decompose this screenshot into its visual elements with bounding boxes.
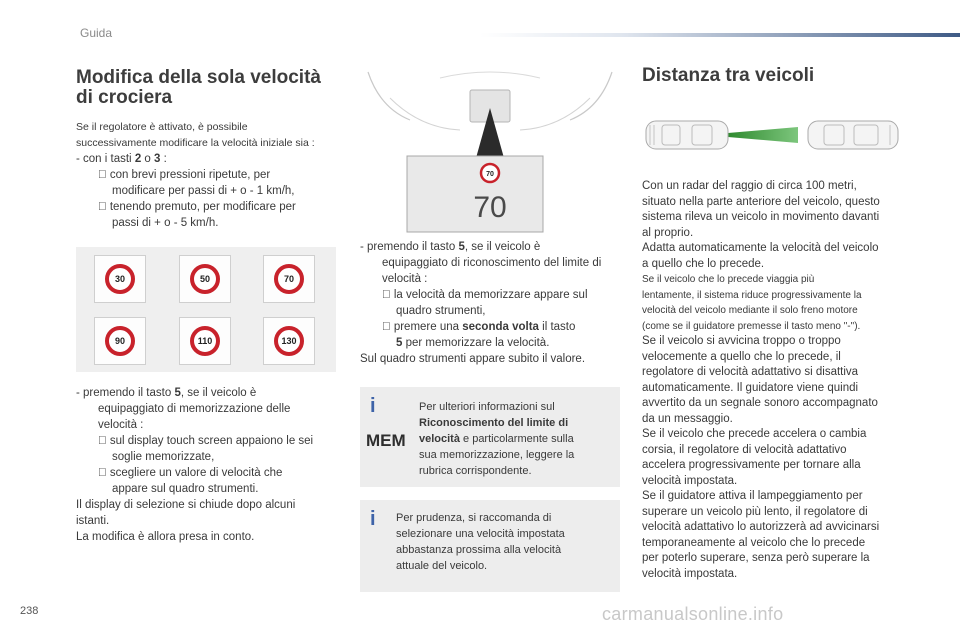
info-link-bold-2: velocità (419, 433, 460, 445)
body-line: Se il guidatore attiva il lampeggiamento per (642, 490, 863, 502)
press-post: , se il veicolo è (180, 387, 257, 399)
body-line: Se il veicolo che precede accelera o cambia (642, 428, 867, 440)
speed-sign-icon: 90 (105, 326, 135, 356)
info-link-bold: Riconoscimento del limite di (419, 417, 569, 429)
end-line-2: istanti. (76, 515, 110, 527)
key-3: 3 (154, 153, 161, 165)
speed-sign-icon: 70 (274, 264, 304, 294)
body-line: avvertito da un segnale sonoro accompagnato (642, 397, 878, 409)
bullet-press-again-cont (360, 335, 622, 351)
press-again-pre: premere una (382, 321, 451, 333)
info-line-5: rubrica corrispondente. (419, 465, 532, 477)
bullet-short-press: con brevi pressioni ripetute, per (98, 169, 259, 181)
own-car-icon (646, 121, 728, 149)
press-again-bold: seconda volta (450, 321, 528, 333)
bullet-speed-appears-cont: quadro strumenti, (396, 305, 486, 317)
caution-line-3: abbastanza prossima alla velocità (396, 544, 562, 556)
intro-line-2: successivamente modificare la velocità iniziale sia : (76, 137, 315, 149)
press-line-2: equipaggiato di memorizzazione delle (98, 403, 291, 415)
body-line: velocità adattativo lo autorizzerà ad avvicinarsi (642, 521, 880, 533)
sign-card (263, 255, 315, 303)
press-post: , se il veicolo è (464, 241, 541, 253)
caution-line-2: selezionare una velocità impostata (396, 528, 565, 540)
bullet-touchscreen: sul display touch screen appaiono le sei (98, 435, 302, 447)
bullet-press-again (360, 319, 622, 335)
recognition-instructions (360, 239, 622, 367)
keys-post: : (160, 153, 167, 165)
body-line: velocità impostata. (642, 567, 738, 580)
end-line-3: La modifica è allora presa in conto. (76, 531, 255, 543)
keys-mid: o (141, 153, 155, 165)
end-line-1: Il display di selezione si chiude dopo alcuni (76, 499, 296, 511)
key-5: 5 (458, 241, 465, 253)
instrument-cluster-illustration (360, 68, 620, 233)
speed-sign-icon: 110 (190, 326, 220, 356)
intro-text (76, 119, 346, 151)
distance-title: Distanza tra veicoli (642, 65, 815, 86)
info-icon: i (370, 508, 376, 530)
running-title: Guida (80, 26, 113, 40)
keys-pre: - con i tasti (76, 153, 135, 165)
press-pre: - premendo il tasto (360, 241, 459, 253)
sign-card (94, 255, 146, 303)
info-box-memorisation (360, 387, 620, 487)
press-5-item (76, 385, 346, 401)
speed-sign-icon: 130 (274, 326, 304, 356)
body-line: per poterlo superare, senza però superare la (642, 552, 870, 564)
info-line-2 (419, 415, 619, 431)
press-line-3: velocità : (98, 419, 144, 431)
press-5-item (360, 239, 622, 255)
section-title-distance (642, 66, 942, 86)
body-line: superare un veicolo più lento, il regolatore di (642, 505, 868, 518)
touchscreen-instructions (76, 385, 346, 545)
press-line-2: equipaggiato di riconoscimento del limite di (382, 257, 602, 269)
info-line-1: Per ulteriori informazioni sul (419, 401, 555, 413)
press-again-post: il tasto (527, 321, 564, 333)
info-line-3 (419, 431, 619, 447)
press-pre: - premendo il tasto (76, 387, 175, 399)
radar-distance-illustration (640, 115, 902, 155)
bullet-short-press-cont: modificare per passi di + o - 1 km/h, (112, 185, 295, 197)
sign-card (179, 317, 231, 365)
distance-body (642, 179, 942, 582)
caution-line-1: Per prudenza, si raccomanda di (396, 512, 552, 524)
caution-text (396, 510, 616, 574)
press-line-3: velocità : (382, 273, 428, 285)
section-title-cruise-speed (76, 68, 356, 108)
sign-card (94, 317, 146, 365)
bullet-touchscreen-cont: soglie memorizzate, (112, 451, 215, 463)
body-small-line: lentamente, il sistema riduce progressivamente la (642, 289, 862, 301)
body-line: Con un radar del raggio di circa 100 metri, (642, 180, 857, 192)
body-line: regolatore di velocità adattativo si disattiva (642, 366, 859, 378)
keys-list (76, 151, 346, 231)
header-bar (480, 33, 960, 37)
body-line: velocemente a quello che lo precede, il (642, 350, 841, 363)
bullet-long-press: tenendo premuto, per modificare per (98, 201, 285, 213)
body-small-line: Se il veicolo che lo precede viaggia più (642, 274, 815, 285)
info-box-caution (360, 500, 620, 592)
sign-card (179, 255, 231, 303)
body-small-line: velocità del veicolo mediante il solo freno motore (642, 305, 858, 316)
cluster-speed-value: 70 (473, 191, 507, 224)
body-line: automaticamente. Il guidatore viene quindi (642, 381, 859, 394)
press-again-cont-text: per memorizzare la velocità. (402, 337, 550, 349)
speed-sign-icon: 30 (105, 264, 135, 294)
cluster-sign-value: 70 (486, 171, 494, 178)
vehicle-ahead-icon (808, 121, 898, 149)
body-line: corsia, il regolatore di velocità adattativo (642, 443, 847, 456)
bullet-choose-value-cont: appare sul quadro strumenti. (112, 483, 259, 495)
key-2: 2 (134, 153, 142, 165)
keys-item (76, 151, 346, 167)
body-line: a quello che lo precede. (642, 257, 765, 270)
speed-signs-panel (76, 247, 336, 372)
title-line-1: Modifica della sola velocità (76, 67, 321, 88)
info-line-3-post: e particolarmente sulla (459, 433, 574, 445)
bullet-choose-value: scegliere un valore di velocità che (98, 467, 271, 479)
info-icon: i (370, 395, 376, 417)
info-text (419, 399, 619, 479)
body-line: Se il veicolo si avvicina troppo o troppo (642, 335, 841, 347)
body-line: Adatta automaticamente la velocità del veicolo (642, 242, 879, 254)
body-line: sistema rileva un veicolo in movimento davanti (642, 211, 880, 223)
body-line: situato nella parte anteriore del veicolo, questo (642, 195, 880, 208)
body-line: accelera progressivamente per tornare alla (642, 459, 861, 471)
bullet-long-press-cont: passi di + o - 5 km/h. (112, 217, 219, 229)
body-line: velocità impostata. (642, 474, 738, 487)
body-line: temporaneamente al veicolo che lo precede (642, 536, 866, 549)
bullet-speed-appears: la velocità da memorizzare appare sul (382, 289, 576, 301)
caution-line-4: attuale del veicolo. (396, 560, 488, 572)
value-appears-line: Sul quadro strumenti appare subito il valore. (360, 353, 586, 365)
title-line-2: di crociera (76, 87, 173, 108)
page-number: 238 (20, 605, 39, 617)
intro-line-1: Se il regolatore è attivato, è possibile (76, 121, 248, 133)
watermark: carmanualsonline.info (602, 604, 784, 624)
key-5: 5 (174, 387, 181, 399)
body-line: al proprio. (642, 226, 694, 239)
sign-card (263, 317, 315, 365)
body-line: da un messaggio. (642, 412, 733, 425)
key-5-second: 5 (396, 337, 403, 349)
info-line-4: sua memorizzazione, leggere la (419, 449, 575, 461)
speed-sign-icon: 50 (190, 264, 220, 294)
mem-icon: MEM (366, 431, 406, 450)
body-small-line: (come se il guidatore premesse il tasto meno "-"). (642, 320, 861, 332)
